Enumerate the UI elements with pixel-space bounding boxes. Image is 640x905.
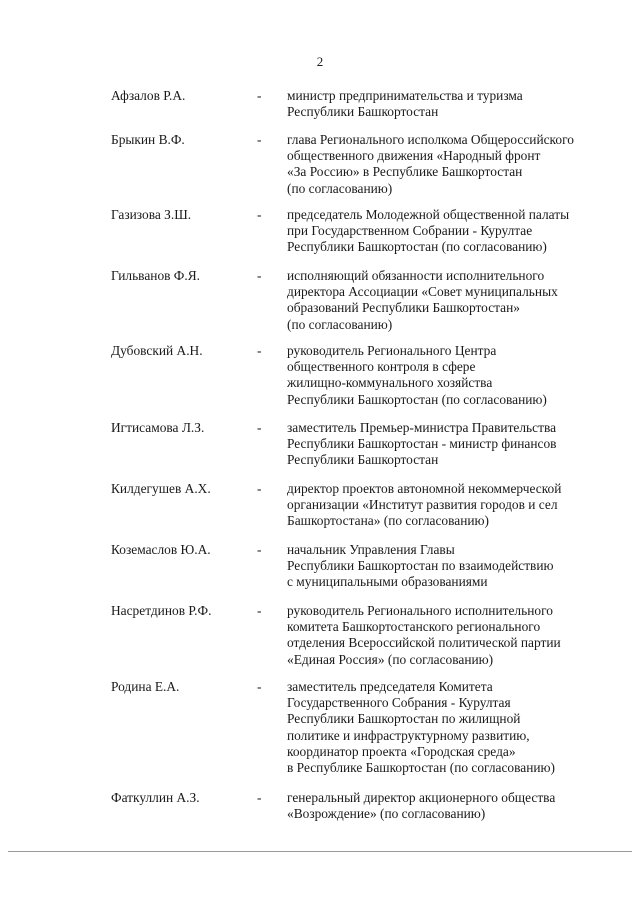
- member-role: [287, 790, 617, 822]
- role-line: директор проектов автономной некоммерческой: [287, 481, 562, 496]
- role-line: «Возрождение» (по согласованию): [287, 806, 486, 822]
- member-dash: -: [257, 268, 262, 283]
- role-line: в Республике Башкортостан (по согласованию): [287, 760, 556, 776]
- page-number: 2: [316, 54, 324, 69]
- member-role: [287, 481, 617, 530]
- role-line: (по согласованию): [287, 316, 393, 332]
- member-dash: -: [257, 481, 262, 496]
- role-line: (по согласованию): [287, 180, 393, 196]
- member-name: Килдегушев А.Х.: [111, 481, 211, 496]
- member-role: [287, 132, 617, 197]
- role-line: Республики Башкортостан - министр финансов: [287, 436, 557, 452]
- role-line: общественного контроля в сфере: [287, 359, 476, 375]
- role-line: политике и инфраструктурному развитию,: [287, 727, 530, 743]
- role-line: министр предпринимательства и туризма: [287, 88, 523, 103]
- role-line: Республики Башкортостан по жилищной: [287, 711, 521, 727]
- page-bottom-rule: [8, 851, 632, 852]
- member-name: Дубовский А.Н.: [111, 343, 203, 358]
- role-line: организации «Институт развития городов и сел: [287, 497, 558, 513]
- member-dash: -: [257, 790, 262, 805]
- role-line: руководитель Регионального Центра: [287, 343, 497, 358]
- role-line: исполняющий обязанности исполнительного: [287, 268, 545, 283]
- member-dash: -: [257, 679, 262, 694]
- member-role: [287, 679, 617, 776]
- member-role: [287, 420, 617, 469]
- role-line: Республики Башкортостан: [287, 104, 439, 120]
- role-line: комитета Башкортостанского регионального: [287, 619, 541, 635]
- role-line: «За Россию» в Республике Башкортостан: [287, 164, 523, 180]
- role-line: «Единая Россия» (по согласованию): [287, 651, 494, 667]
- role-line: заместитель Премьер-министра Правительства: [287, 420, 557, 435]
- role-line: координатор проекта «Городская среда»: [287, 743, 516, 759]
- member-role: [287, 207, 617, 256]
- role-line: Республики Башкортостан: [287, 452, 439, 468]
- role-line: общественного движения «Народный фронт: [287, 148, 541, 164]
- role-line: Республики Башкортостан (по согласованию): [287, 391, 547, 407]
- member-name: Гильванов Ф.Я.: [111, 268, 201, 283]
- member-dash: -: [257, 132, 262, 147]
- member-name: Коземаслов Ю.А.: [111, 542, 211, 557]
- member-role: [287, 88, 617, 120]
- role-line: глава Регионального исполкома Общероссийского: [287, 132, 574, 147]
- member-dash: -: [257, 603, 262, 618]
- role-line: с муниципальными образованиями: [287, 574, 488, 590]
- role-line: председатель Молодежной общественной палаты: [287, 207, 570, 222]
- member-name: Газизова З.Ш.: [111, 207, 192, 222]
- role-line: жилищно-коммунального хозяйства: [287, 375, 493, 391]
- role-line: заместитель председателя Комитета: [287, 679, 493, 694]
- role-line: начальник Управления Главы: [287, 542, 455, 557]
- member-name: Брыкин В.Ф.: [111, 132, 185, 147]
- member-name: Афзалов Р.А.: [111, 88, 186, 103]
- role-line: генеральный директор акционерного общества: [287, 790, 556, 805]
- member-role: [287, 343, 617, 408]
- member-name: Родина Е.А.: [111, 679, 180, 694]
- member-dash: -: [257, 207, 262, 222]
- member-name: Насретдинов Р.Ф.: [111, 603, 212, 618]
- role-line: при Государственном Собрании - Курултае: [287, 223, 533, 239]
- role-line: Республики Башкортостан (по согласованию): [287, 239, 547, 255]
- role-line: образований Республики Башкортостан»: [287, 300, 520, 316]
- member-role: [287, 603, 617, 668]
- role-line: директора Ассоциации «Совет муниципальных: [287, 284, 558, 300]
- role-line: руководитель Регионального исполнительного: [287, 603, 553, 618]
- member-role: [287, 542, 617, 591]
- member-dash: -: [257, 88, 262, 103]
- role-line: отделения Всероссийской политической партии: [287, 635, 561, 651]
- role-line: Башкортостана» (по согласованию): [287, 513, 490, 529]
- member-name: Игтисамова Л.З.: [111, 420, 205, 435]
- member-name: Фаткуллин А.З.: [111, 790, 200, 805]
- role-line: Государственного Собрания - Курултая: [287, 695, 511, 711]
- member-role: [287, 268, 617, 333]
- member-dash: -: [257, 420, 262, 435]
- member-dash: -: [257, 343, 262, 358]
- role-line: Республики Башкортостан по взаимодействию: [287, 558, 554, 574]
- member-dash: -: [257, 542, 262, 557]
